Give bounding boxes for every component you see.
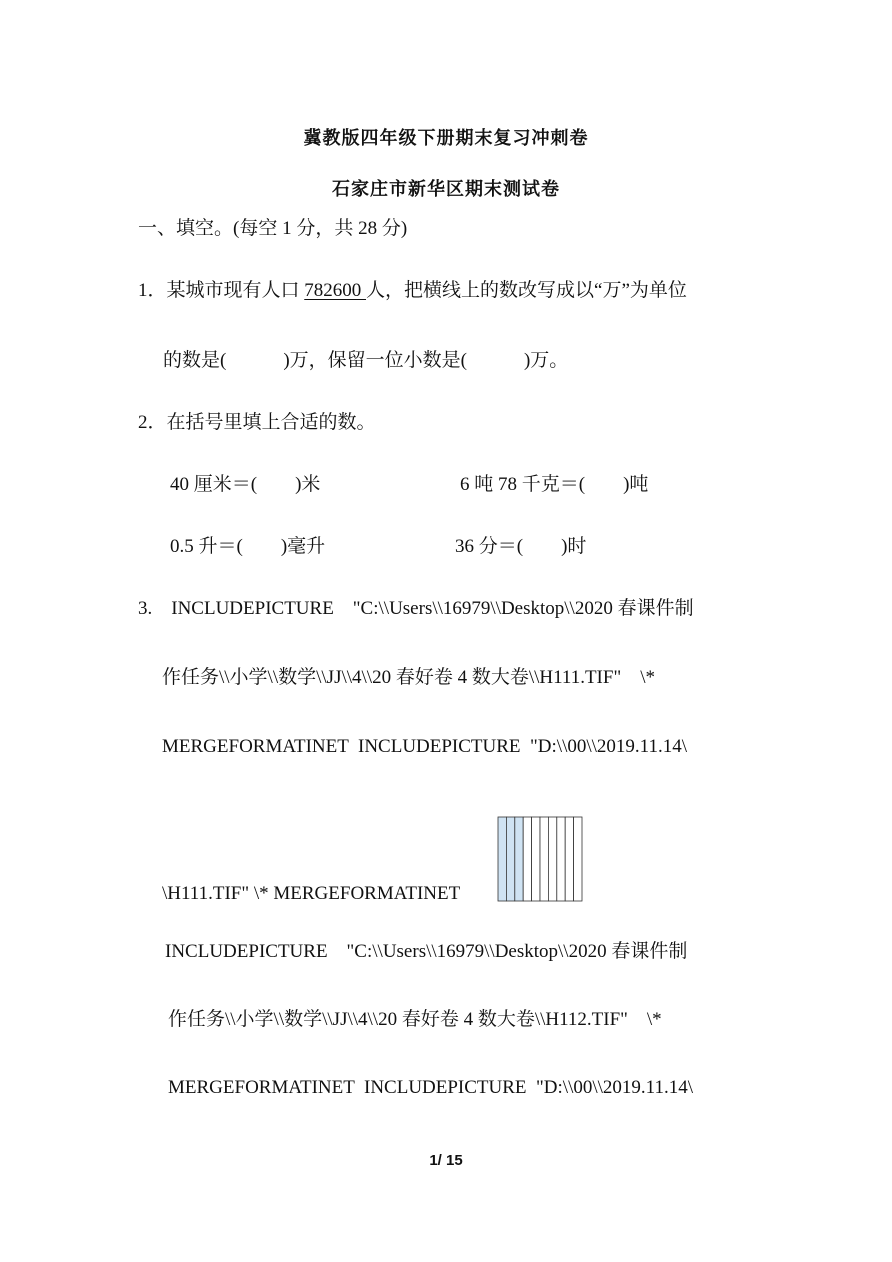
unshaded-column [540,817,548,901]
shaded-column [506,817,514,901]
question-3-line-5: INCLUDEPICTURE "C:\\Users\\16979\\Desktop\\2020 春课件制 [165,941,688,962]
q1-text-pre: 1．某城市现有人口 [138,280,305,301]
question-3-line-7: MERGEFORMATINET INCLUDEPICTURE "D:\\00\\2019.11.14\ [168,1077,693,1098]
q1-underlined-number: 782600 [304,280,367,301]
unshaded-column [523,817,531,901]
unshaded-column [574,817,582,901]
document-title: 冀教版四年级下册期末复习冲刺卷 [303,128,589,149]
unshaded-column [532,817,540,901]
unshaded-column [565,817,573,901]
section-heading: 一、填空。(每空 1 分，共 28 分) [138,218,408,239]
shaded-column [498,817,506,901]
question-2-prompt: 2．在括号里填上合适的数。 [138,412,376,433]
question-1-line-1 [138,279,687,303]
document-subtitle: 石家庄市新华区期末测试卷 [332,179,560,200]
shaded-column [515,817,523,901]
question-2b: 6 吨 78 千克＝( )吨 [460,474,649,495]
unshaded-column [548,817,556,901]
page-number: 1/ 15 [429,1152,463,1169]
question-2d: 36 分＝( )时 [455,536,587,557]
question-3-line-4: \H111.TIF" \* MERGEFORMATINET [162,883,461,904]
q1-text-post: 人，把横线上的数改写成以“万”为单位 [366,280,687,301]
question-3-line-1: 3. INCLUDEPICTURE "C:\\Users\\16979\\Desktop\\2020 春课件制 [138,598,694,619]
unshaded-column [557,817,565,901]
question-3-line-3: MERGEFORMATINET INCLUDEPICTURE "D:\\00\\2019.11.14\ [162,736,687,757]
fraction-strip-figure [497,816,583,902]
question-1-line-2: 的数是( )万，保留一位小数是( )万。 [163,350,569,371]
question-3-line-2: 作任务\\小学\\数学\\JJ\\4\\20 春好卷 4 数大卷\\H111.TIF" \* [162,667,655,688]
question-3-line-6: 作任务\\小学\\数学\\JJ\\4\\20 春好卷 4 数大卷\\H112.TIF" \* [168,1009,662,1030]
question-2c: 0.5 升＝( )毫升 [170,536,326,557]
question-2a: 40 厘米＝( )米 [170,474,321,495]
